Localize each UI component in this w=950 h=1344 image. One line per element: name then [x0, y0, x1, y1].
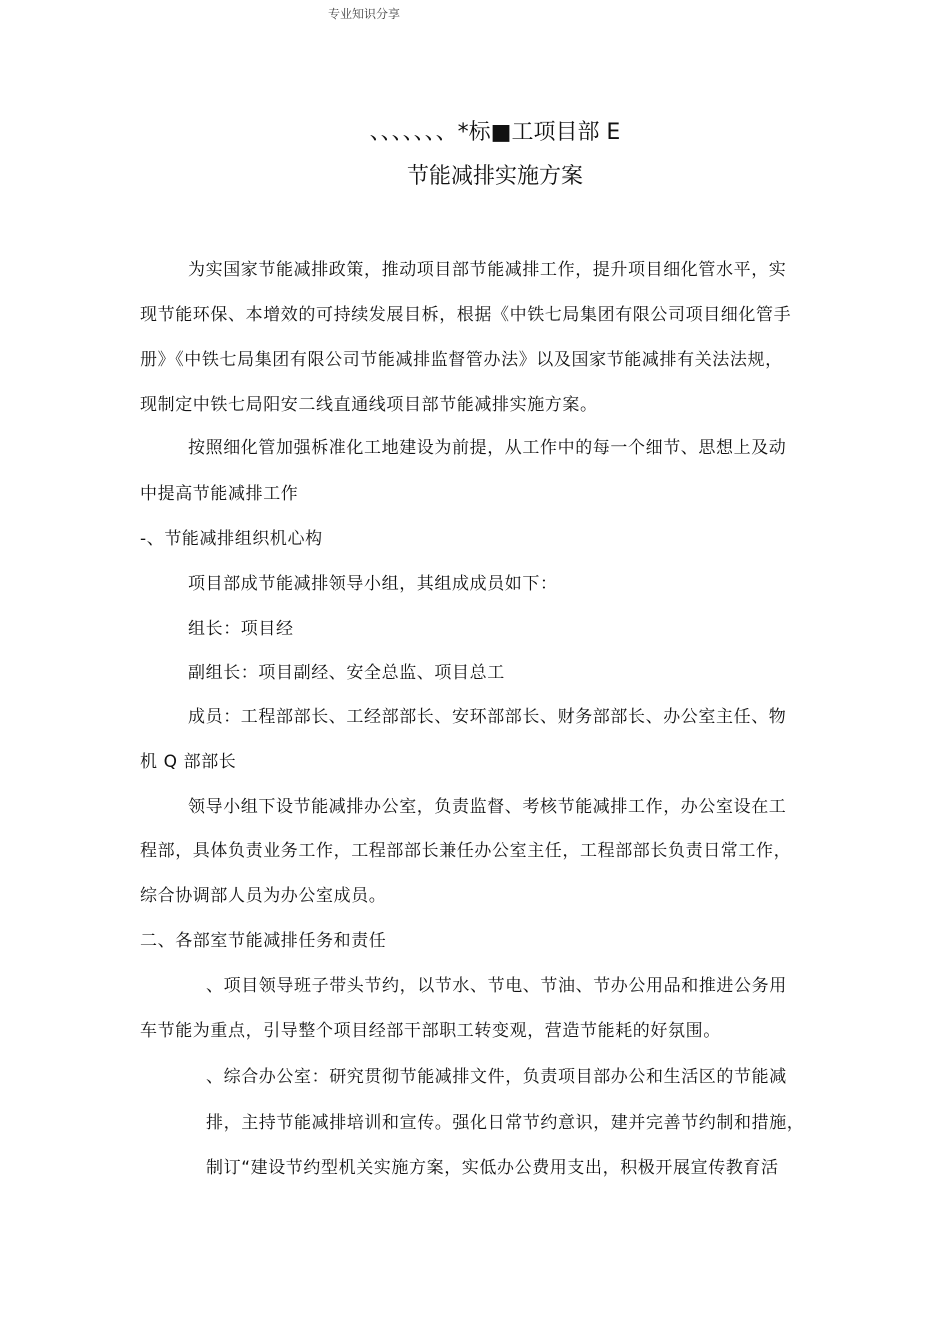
body-line: 、综合办公室：研究贯彻节能减排文件，负责项目部办公和生活区的节能减 — [206, 1067, 787, 1087]
body-line: 现节能环保、本增效的可持续发展目柝，根据《中铁七局集团有限公司项目细化管手 — [140, 305, 792, 325]
section-heading: 二、各部室节能减排任务和责任 — [140, 931, 387, 951]
body-line: 现制定中铁七局阳安二线直通线项目部节能减排实施方案。 — [140, 395, 598, 415]
body-line: 为实国家节能减排政策，推动项目部节能减排工作，提升项目细化管水平，实 — [188, 260, 787, 280]
section-heading: -、节能减排组织机心构 — [140, 529, 323, 549]
body-line: 、项目领导班子带头节约，以节水、节电、节油、节办公用品和推进公务用 — [206, 976, 787, 996]
body-line: 程部，具体负责业务工作，工程部部长兼任办公室主任，工程部部长负责日常工作， — [140, 841, 792, 861]
body-line: 制订“建设节约型机关实施方案，实低办公费用支出，积极开展宣传教育活 — [206, 1158, 779, 1178]
body-line: 按照细化管加强柝准化工地建设为前提，从工作中的每一个细节、思想上及动 — [188, 438, 787, 458]
page-header-note: 专业知识分享 — [328, 7, 401, 21]
body-line: 综合协调部人员为办公室成员。 — [140, 886, 387, 906]
document-title-line-1: 、、、、、、、*标■工项目部 E — [369, 120, 621, 145]
body-line: 机 Q 部部长 — [140, 752, 237, 772]
body-line: 册》《中铁七局集团有限公司节能减排监督管办法》以及国家节能减排有关法法规， — [140, 350, 783, 370]
body-line: 排，主持节能减排培训和宣传。强化日常节约意识，建并完善节约制和措施， — [206, 1113, 805, 1133]
body-line: 中提高节能减排工作 — [140, 484, 299, 504]
body-line: 组长：项目经 — [188, 619, 294, 639]
body-line: 项目部成节能减排领导小组，其组成成员如下： — [188, 574, 558, 594]
body-line: 领导小组下设节能减排办公室，负责监督、考核节能减排工作，办公室设在工 — [188, 797, 787, 817]
body-line: 副组长：项目副经、安全总监、项目总工 — [188, 663, 505, 683]
body-line: 成员：工程部部长、工经部部长、安环部部长、财务部部长、办公室主任、物 — [188, 707, 787, 727]
body-line: 车节能为重点，引导整个项目经部干部职工转变观，营造节能耗的好氛围。 — [140, 1021, 721, 1041]
document-title-line-2: 节能减排实施方案 — [406, 164, 583, 189]
